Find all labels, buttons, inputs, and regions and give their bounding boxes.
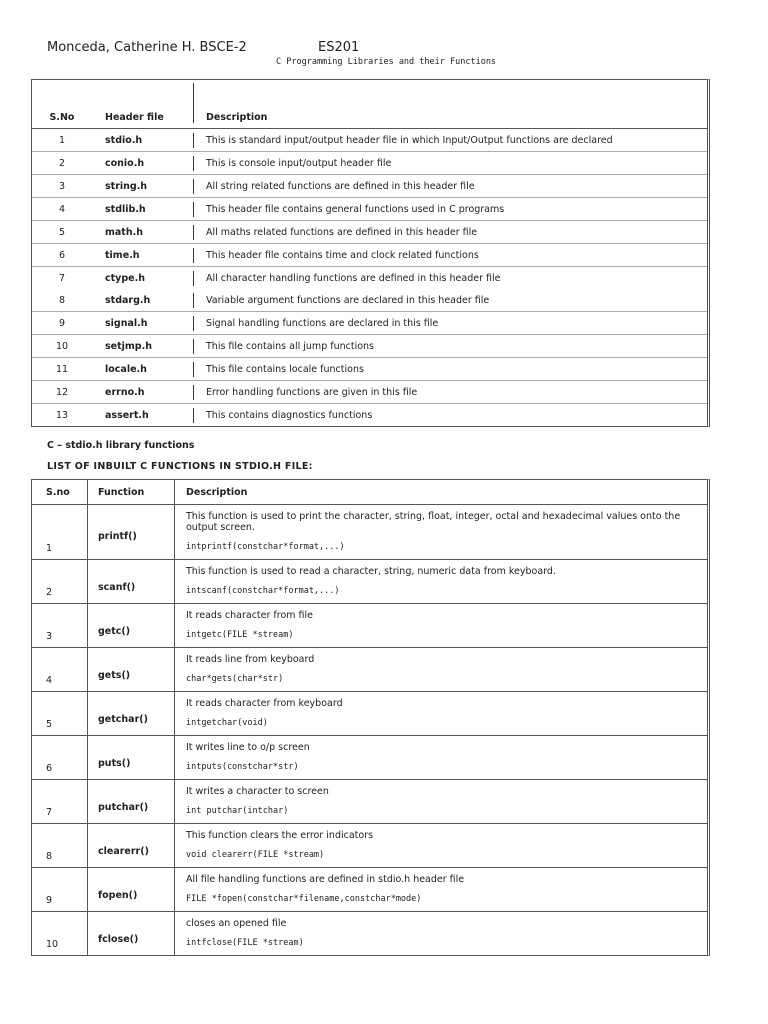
row-description: This header file contains time and clock related functions [206,250,479,261]
column-header-file: Header file [105,112,164,123]
function-signature: FILE *fopen(constchar*filename,constchar*mode) [186,894,422,904]
header-file-name: stdarg.h [105,295,151,306]
function-description: This function clears the error indicators [186,830,374,841]
row-number: 13 [55,410,69,421]
row-description: This file contains all jump functions [206,341,374,352]
column-header-description: Description [186,487,248,498]
row-number: 7 [58,273,66,284]
function-signature: intgetc(FILE *stream) [186,630,294,640]
column-divider [193,133,194,148]
function-description: All file handling functions are defined in stdio.h header file [186,874,465,885]
table-row [32,152,707,175]
table-row [32,505,707,560]
function-signature: int putchar(intchar) [186,806,289,816]
column-divider [174,780,175,823]
section-title: C – stdio.h library functions [47,440,195,451]
table-row [32,780,707,824]
row-number: 7 [46,807,53,818]
column-divider [174,868,175,911]
column-header-sno: S.no [46,487,70,498]
column-divider [193,202,194,217]
table-row [32,912,707,955]
header-file-name: string.h [105,181,148,192]
table-row [32,289,707,312]
column-header-description: Description [206,112,268,123]
author-line: Monceda, Catherine H. BSCE-2 [47,40,247,55]
column-divider [87,912,88,955]
function-signature: char*gets(char*str) [186,674,284,684]
row-number: 8 [58,295,66,306]
column-divider [174,648,175,691]
table-row [32,267,707,289]
row-number: 10 [46,939,59,950]
row-description: This header file contains general functions used in C programs [206,204,505,215]
table-row [32,560,707,604]
column-divider [193,271,194,286]
header-file-name: locale.h [105,364,147,375]
table-row [32,604,707,648]
row-number: 4 [58,204,66,215]
row-description: Error handling functions are given in this file [206,387,418,398]
table-row [32,175,707,198]
row-number: 6 [46,763,53,774]
function-name: putchar() [98,802,149,813]
row-description: All string related functions are defined in this header file [206,181,475,192]
header-file-name: signal.h [105,318,148,329]
header-file-name: errno.h [105,387,145,398]
function-signature: intprintf(constchar*format,...) [186,542,345,552]
column-divider [193,156,194,171]
row-number: 3 [58,181,66,192]
function-name: scanf() [98,582,136,593]
header-file-name: setjmp.h [105,341,152,352]
list-title: LIST OF INBUILT C FUNCTIONS IN STDIO.H FILE: [47,461,313,472]
table-row [32,736,707,780]
row-number: 3 [46,631,53,642]
column-divider [87,560,88,603]
column-header-sno: S.No [49,112,75,123]
table-row [32,381,707,404]
header-file-name: stdio.h [105,135,143,146]
column-divider [193,225,194,240]
column-divider [87,736,88,779]
column-divider [174,692,175,735]
function-name: clearerr() [98,846,149,857]
column-divider [87,648,88,691]
header-files-table [31,79,710,427]
table-header-row [32,480,707,505]
table-row [32,244,707,267]
function-signature: intputs(constchar*str) [186,762,299,772]
row-number: 9 [46,895,53,906]
function-name: getchar() [98,714,148,725]
header-file-name: math.h [105,227,143,238]
function-description: closes an opened file [186,918,287,929]
row-description: This is console input/output header file [206,158,392,169]
column-divider [193,339,194,354]
row-number: 11 [55,364,69,375]
table-row [32,648,707,692]
row-number: 6 [58,250,66,261]
function-name: fclose() [98,934,139,945]
column-divider [87,868,88,911]
table-row [32,824,707,868]
row-number: 5 [58,227,66,238]
column-divider [174,912,175,955]
function-signature: intscanf(constchar*format,...) [186,586,340,596]
column-divider [87,604,88,647]
function-signature: intfclose(FILE *stream) [186,938,304,948]
function-name: fopen() [98,890,138,901]
column-divider [193,362,194,377]
function-description: This function is used to read a character, string, numeric data from keyboard. [186,566,556,577]
table-row [32,692,707,736]
function-name: puts() [98,758,131,769]
function-signature: void clearerr(FILE *stream) [186,850,325,860]
row-description: All maths related functions are defined in this header file [206,227,478,238]
function-name: printf() [98,531,137,542]
row-number: 1 [58,135,66,146]
row-number: 9 [58,318,66,329]
header-file-name: ctype.h [105,273,145,284]
row-number: 8 [46,851,53,862]
row-description: All character handling functions are defined in this header file [206,273,501,284]
stdio-functions-table [31,479,710,956]
table-row [32,335,707,358]
row-number: 10 [55,341,69,352]
column-divider [174,736,175,779]
column-divider [87,692,88,735]
row-number: 12 [55,387,69,398]
column-divider [193,179,194,194]
table-row [32,868,707,912]
row-description: This is standard input/output header file in which Input/Output functions are declared [206,135,613,146]
column-divider [87,505,88,559]
row-description: This contains diagnostics functions [206,410,373,421]
column-divider [174,604,175,647]
column-divider [193,293,194,308]
column-divider [193,83,194,123]
row-number: 1 [46,543,53,554]
function-description: It writes a character to screen [186,786,329,797]
row-description: Variable argument functions are declared in this header file [206,295,490,306]
table-row [32,358,707,381]
column-divider [193,316,194,331]
column-divider [87,480,88,504]
function-name: gets() [98,670,131,681]
column-header-function: Function [98,487,145,498]
header-file-name: time.h [105,250,140,261]
header-file-name: stdlib.h [105,204,146,215]
table-row [32,404,707,426]
document-subtitle: C Programming Libraries and their Functions [276,57,497,67]
row-number: 2 [46,587,53,598]
column-divider [193,248,194,263]
column-divider [174,560,175,603]
column-divider [193,385,194,400]
header-file-name: assert.h [105,410,149,421]
function-name: getc() [98,626,131,637]
function-description: It reads character from file [186,610,314,621]
row-description: This file contains locale functions [206,364,364,375]
table-row [32,221,707,244]
column-divider [174,824,175,867]
column-divider [174,480,175,504]
table-row [32,198,707,221]
table-row [32,129,707,152]
column-divider [87,824,88,867]
column-divider [174,505,175,559]
column-divider [193,408,194,423]
column-divider [87,780,88,823]
function-description: It reads character from keyboard [186,698,343,709]
row-description: Signal handling functions are declared in this file [206,318,439,329]
row-number: 4 [46,675,53,686]
table-row [32,312,707,335]
function-signature: intgetchar(void) [186,718,268,728]
table-header-row [32,80,707,129]
function-description: It writes line to o/p screen [186,742,310,753]
function-description: This function is used to print the character, string, float, integer, octal and hexadecimal values onto the output screen. [186,511,681,533]
row-number: 5 [46,719,53,730]
course-code: ES201 [318,40,360,55]
row-number: 2 [58,158,66,169]
header-file-name: conio.h [105,158,145,169]
function-description: It reads line from keyboard [186,654,315,665]
